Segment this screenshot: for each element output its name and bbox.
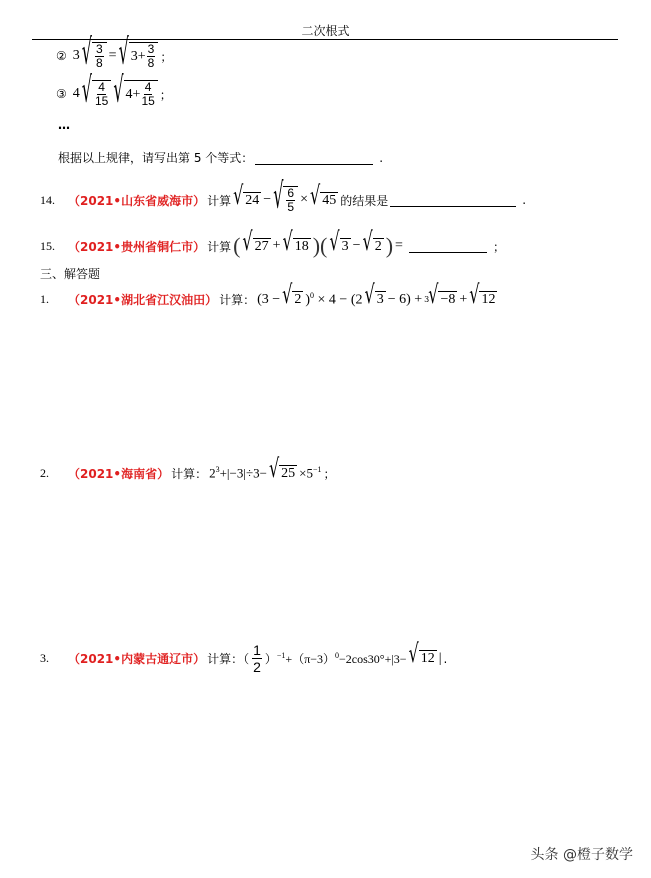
sqrt-expression: √ $\frac{3}{8}$	[82, 42, 107, 70]
sqrt-expression: √ 25	[268, 453, 296, 484]
question-source: （2021•贵州省铜仁市）	[68, 239, 206, 254]
question-source: （2021•海南省）	[68, 467, 170, 481]
sqrt-expression: √ 12	[469, 279, 496, 310]
question-source: （2021•内蒙古通辽市）	[68, 652, 206, 666]
sqrt-expression: √ 3	[329, 225, 349, 257]
item-marker: ②	[56, 49, 67, 63]
sqrt-expression: √ 2	[282, 279, 302, 310]
sqrt-expression: √ 12	[408, 638, 435, 669]
fraction: $\frac{1}{2}$	[253, 642, 261, 675]
sqrt-expression: √ $\frac{6}{5}$	[273, 186, 298, 214]
page-header-title: 二次根式	[301, 24, 350, 38]
cube-root-expression: √ −8	[428, 279, 456, 310]
ellipsis: …	[58, 118, 70, 132]
answer-question-3: 3. （2021•内蒙古通辽市） 计算：（ $\frac{1}{2}$ ）$^{-1}+(\pi-3)^0-2\cos 30^\circ+|3-$ √ 12 | .	[40, 638, 448, 675]
sqrt-expression: √ 27	[242, 225, 269, 257]
sqrt-expression: √ 24	[233, 179, 260, 211]
pattern-item-2: ② 3 √ $\frac{3}{8}$ = √ 3 + $\frac{3}{8}$ ；	[56, 30, 173, 73]
sqrt-expression: √ 3 + $\frac{3}{8}$	[119, 42, 159, 70]
answer-blank[interactable]	[390, 193, 516, 207]
sqrt-expression: √ 4 + $\frac{4}{15}$	[113, 80, 157, 108]
question-14: 14. （2021•山东省威海市） 计算 √ 24 − √ $\frac{6}{5}$ × √ 45 的结果是 .	[40, 174, 527, 217]
watermark: 头条 @橙子数学	[530, 847, 633, 863]
sqrt-expression: √ 18	[282, 225, 309, 257]
sqrt-expression: √ $\frac{4}{15}$	[82, 80, 112, 108]
item-marker: ③	[56, 87, 67, 101]
question-source: （2021•山东省威海市）	[68, 193, 206, 208]
question-source: （2021•湖北省江汉油田）	[68, 293, 218, 308]
pattern-item-3: ③ 4 √ $\frac{4}{15}$ √ 4 + $\frac{4}{15}$ ；	[56, 68, 172, 111]
sqrt-expression: √ 2	[362, 225, 382, 257]
section-title: 三、解答题	[40, 267, 101, 281]
answer-question-2: 2. （2021•海南省） 计算： $2^3+|-3|\div 3-$ √ 25 $\times 5^{-1}$ ；	[40, 453, 336, 484]
answer-blank[interactable]	[409, 239, 487, 253]
sqrt-expression: √ 45	[310, 179, 337, 211]
sqrt-expression: √ 3	[364, 279, 384, 310]
pattern-prompt: 根据以上规律，请写出第 5 个等式： .	[58, 150, 384, 165]
question-15: 15. （2021•贵州省铜仁市） 计算 ( √ 27 + √ 18 )( √ 3 − √ 2 ) = ；	[40, 225, 505, 258]
answer-question-1: 1. （2021•湖北省江汉油田） 计算： (3 − √ 2 )$^0$ × 4 − (2 √ 3 − 6) + 3 √ −8 + √ 12	[40, 279, 496, 310]
